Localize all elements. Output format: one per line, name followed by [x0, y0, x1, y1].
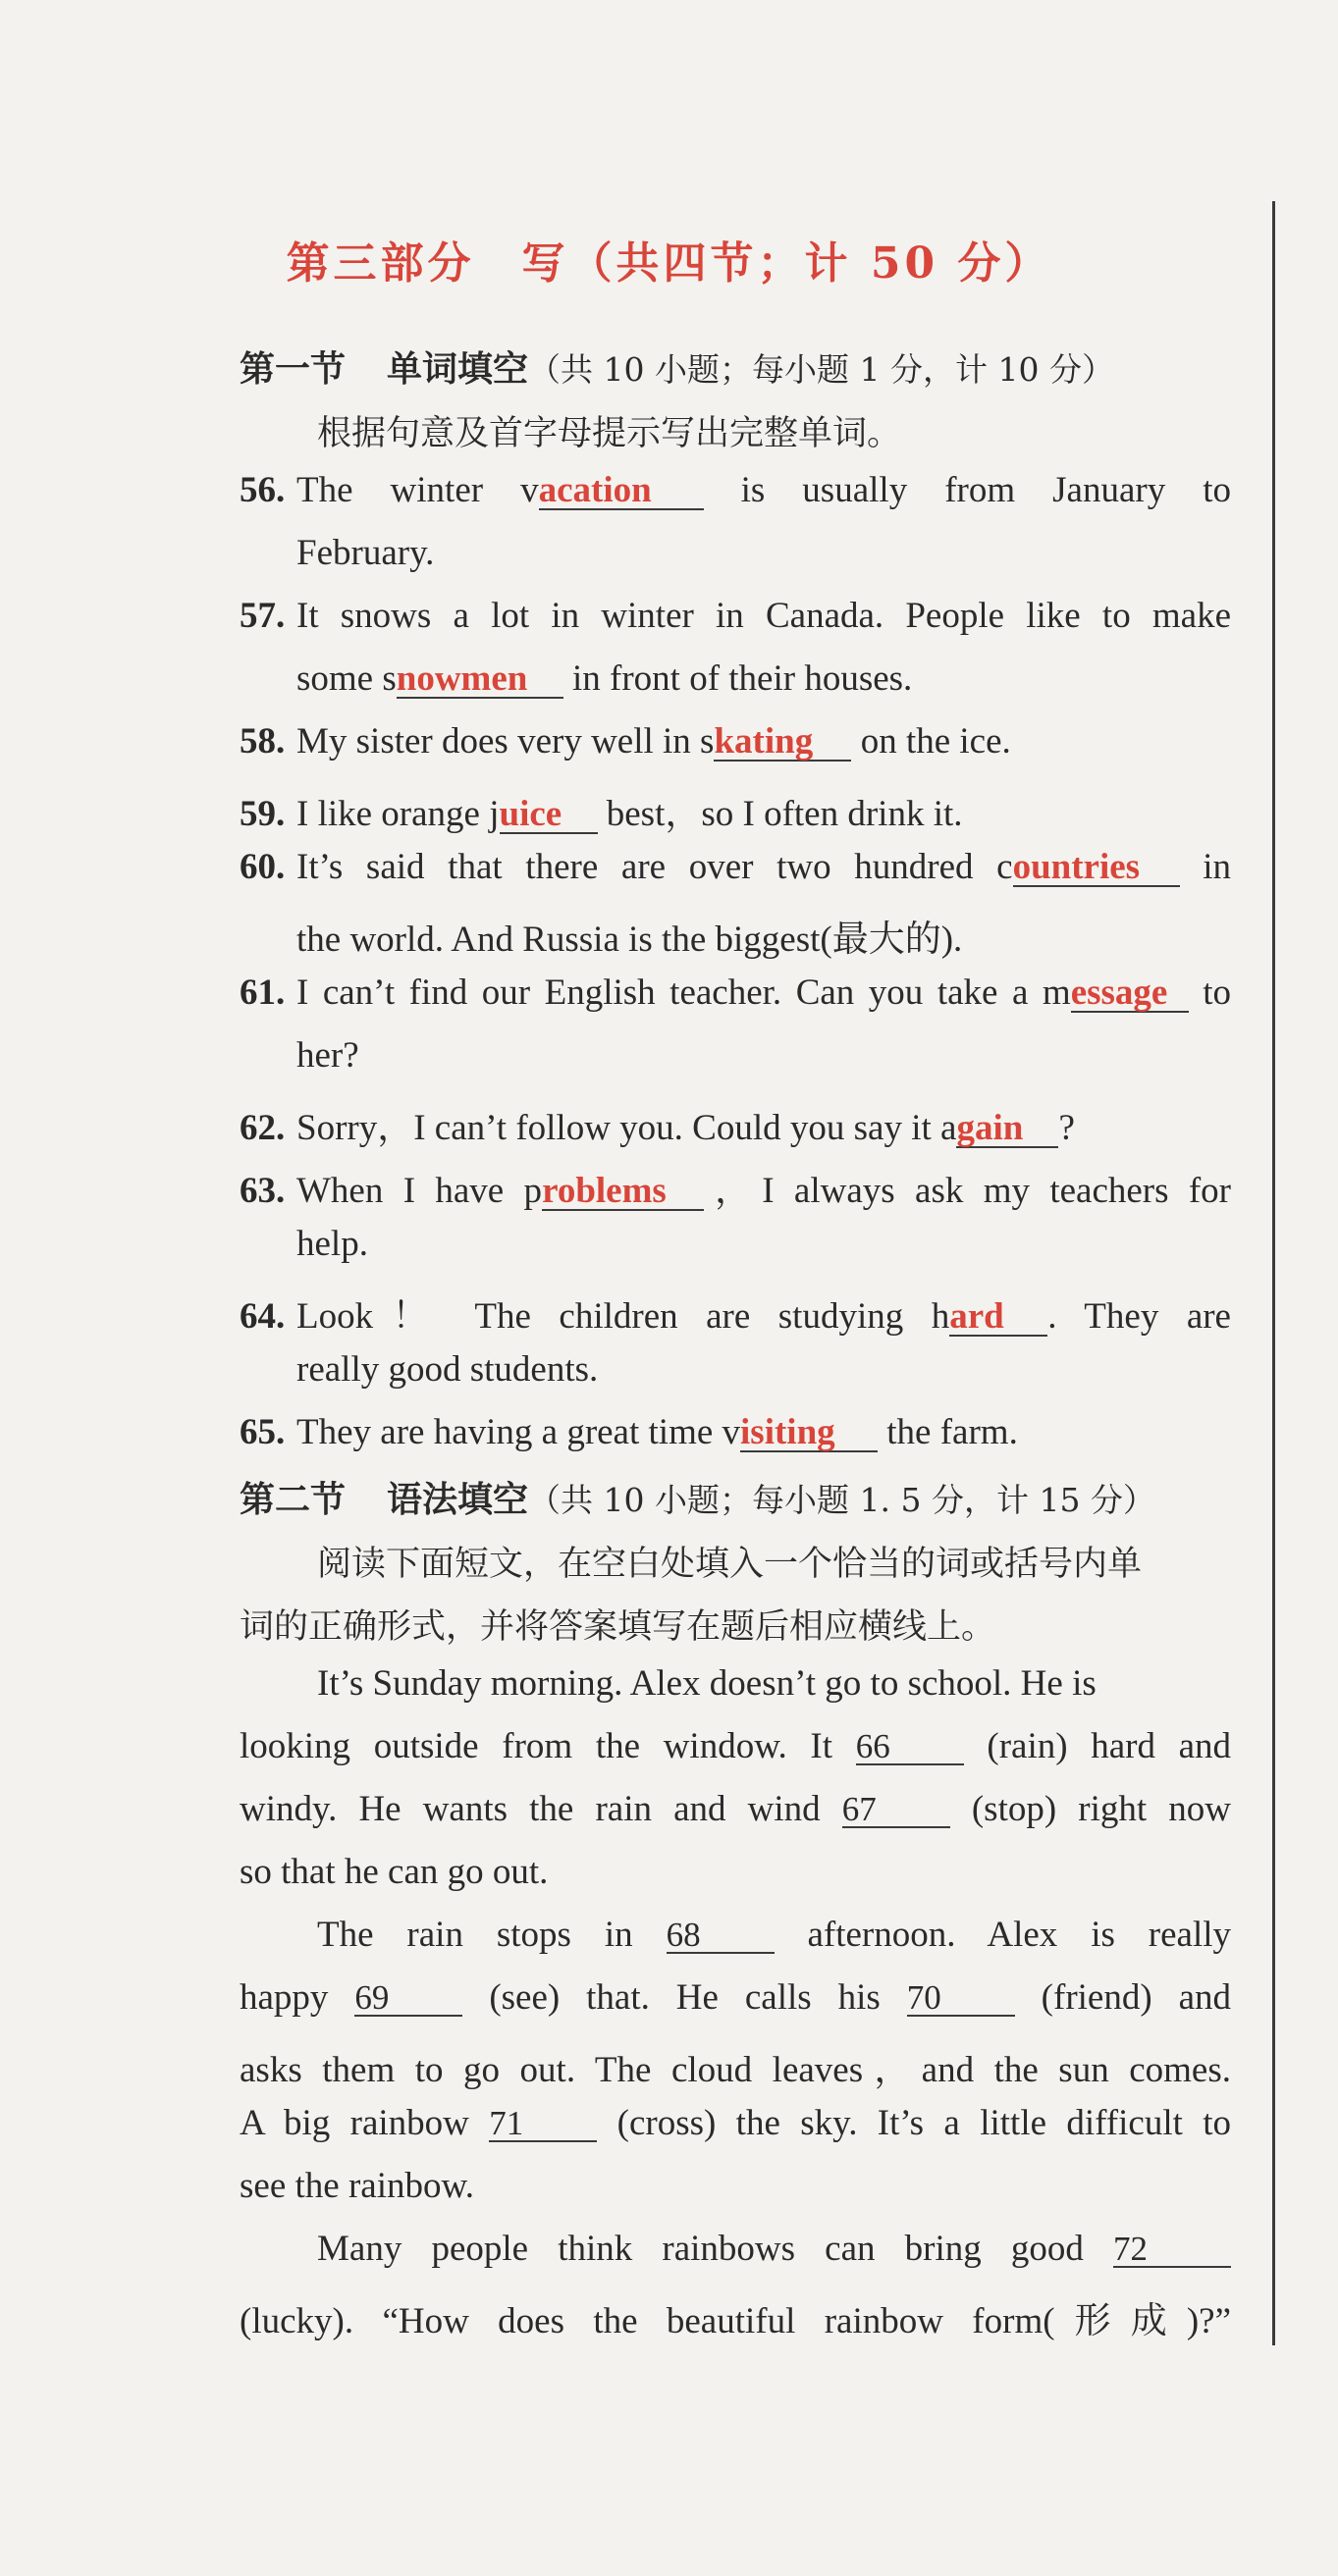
question-61: 61. I can’t find our English teacher. Can you take a message to: [240, 973, 1232, 1013]
answer-blank: acation: [539, 472, 704, 510]
passage-line: A big rainbow 71 (cross) the sky. It’s a little difficult to: [240, 2103, 1232, 2143]
blank-68: 68: [667, 1918, 775, 1954]
section1-scoring: （共 10 小题；每小题 1 分，计 10 分）: [528, 350, 1114, 389]
answer-blank: essage: [1071, 974, 1189, 1013]
question-56-line2: February.: [296, 533, 435, 573]
passage-line: It’s Sunday morning. Alex doesn’t go to school. He is: [317, 1663, 1097, 1704]
question-60: 60. It’s said that there are over two hundred countries in: [240, 847, 1232, 887]
blank-70: 70: [907, 1980, 1015, 2017]
section1-heading: 第一节: [240, 349, 347, 390]
passage-line: asks them to go out. The cloud leaves，and the sun comes.: [240, 2050, 1231, 2090]
section2-instruction-line2: 词的正确形式，并将答案填写在题后相应横线上。: [240, 1607, 996, 1647]
question-57-line2: some snowmen in front of their houses.: [296, 658, 913, 699]
question-65: 65. They are having a great time visiting the farm.: [240, 1412, 1018, 1452]
question-60-line2: the world. And Russia is the biggest(最大的).: [296, 920, 963, 960]
section2-instruction-line1: 阅读下面短文，在空白处填入一个恰当的词或括号内单: [317, 1545, 1143, 1584]
question-62: 62. Sorry，I can’t follow you. Could you say it again ?: [240, 1108, 1075, 1148]
blank-66: 66: [856, 1729, 964, 1765]
section2-header: [240, 1472, 1155, 1522]
answer-blank: nowmen: [397, 660, 563, 699]
section1-header: [240, 342, 1114, 392]
question-63: 63. When I have problems ，I always ask my teachers for: [240, 1171, 1231, 1211]
answer-blank: ard: [949, 1298, 1047, 1337]
question-58: 58. My sister does very well in skating on the ice.: [240, 721, 1011, 762]
passage-line: looking outside from the window. It 66 (rain) hard and: [240, 1726, 1232, 1766]
question-61-line2: her?: [296, 1035, 359, 1076]
passage-line: Many people think rainbows can bring good 72: [317, 2228, 1231, 2270]
answer-blank: roblems: [542, 1173, 704, 1211]
section1-name: 单词填空: [387, 349, 529, 390]
question-59: 59. I like orange juice best，so I often drink it.: [240, 794, 963, 834]
answer-blank: gain: [956, 1110, 1058, 1148]
blank-69: 69: [354, 1980, 462, 2017]
blank-72: 72: [1113, 2232, 1231, 2268]
answer-blank: ountries: [1013, 849, 1180, 887]
blank-67: 67: [842, 1792, 950, 1828]
question-63-line2: help.: [296, 1224, 368, 1264]
passage-line: happy 69 (see) that. He calls his 70 (friend) and: [240, 1977, 1232, 2018]
part-title: 第三部分 写（共四节；计 50 分）: [286, 238, 1052, 289]
section2-name: 语法填空: [387, 1480, 529, 1520]
section2-heading: 第二节: [240, 1480, 347, 1520]
question-57: 57. It snows a lot in winter in Canada. People like to make: [240, 596, 1231, 636]
section1-instruction: 根据句意及首字母提示写出完整单词。: [317, 414, 902, 453]
answer-blank: uice: [500, 796, 598, 834]
question-64: 64. Look！ The children are studying hard . They are: [240, 1296, 1231, 1337]
question-64-line2: really good students.: [296, 1349, 599, 1390]
margin-rule: [1272, 201, 1275, 2345]
passage-line: so that he can go out.: [240, 1852, 549, 1892]
passage-line: (lucky). “How does the beautiful rainbow form(形成)?”: [240, 2301, 1231, 2341]
passage-line: windy. He wants the rain and wind 67 (stop) right now: [240, 1789, 1231, 1829]
blank-71: 71: [489, 2106, 597, 2142]
passage-line: The rain stops in 68 afternoon. Alex is really: [317, 1915, 1232, 1955]
question-56: 56. The winter vacation is usually from January to: [240, 470, 1232, 510]
answer-blank: isiting: [740, 1414, 878, 1452]
answer-blank: kating: [714, 723, 851, 762]
section2-scoring: （共 10 小题；每小题 1. 5 分，计 15 分）: [528, 1481, 1155, 1519]
passage-line: see the rainbow.: [240, 2166, 475, 2206]
